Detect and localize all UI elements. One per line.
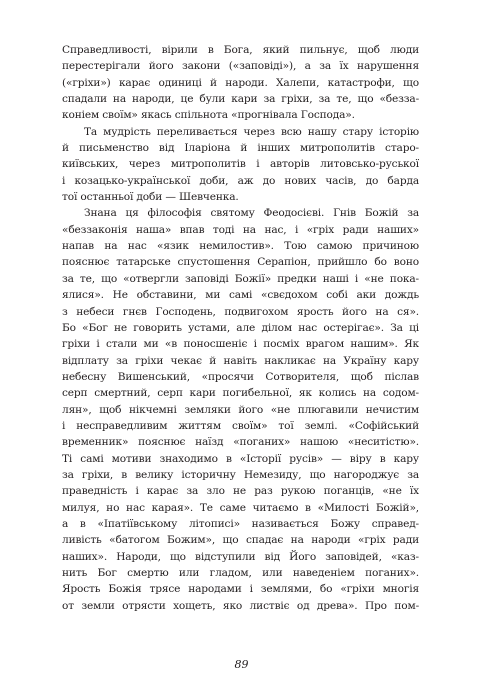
text-line: ливість «батогом Божим», що спадає на народи «гріх ради	[62, 534, 419, 547]
text-line: серп смертний, серп кари погибельної, як колись на содом-	[62, 387, 419, 400]
text-line: от земли отрясти хощеть, яко листвіє од древа». Про пом-	[62, 599, 419, 612]
text-line: («гріхи») карає одиниці й народи. Халепи, катастрофи, що	[62, 76, 419, 89]
text-line: й письменство від Іларіона й інших митрополитів старо-	[62, 142, 419, 155]
text-line: Ті самі мотиви знаходимо в «Історії русів» — віру в кару	[62, 452, 419, 465]
text-line: наших». Народи, що відступили від Його заповідей, «каз-	[62, 550, 419, 563]
text-line: а в «Іпатіївському літописі» називається Божу справед-	[62, 517, 419, 530]
text-line: напав на нас «язик немилостив». Тою самою причиною	[62, 240, 419, 253]
paragraph	[62, 42, 419, 124]
text-line: перестерігали його закони («заповіді»), а за їх нарушення	[62, 60, 419, 73]
text-line: з небеси гнєв Господень, подвигохом ярость його на ся».	[62, 305, 419, 318]
text-line: коніем своїм» якась спільнота «прогнівала Господа».	[62, 109, 355, 122]
text-line: праведність і карає за зло не раз рукою поганців, «не їх	[62, 485, 419, 498]
text-line: спадали на народи, це були кари за гріхи, за те, що «безза-	[62, 93, 419, 106]
text-line: «беззаконія наша» впав тоді на нас, і «гріх ради наших»	[62, 223, 419, 236]
paragraph	[62, 205, 419, 614]
paragraph	[62, 124, 419, 206]
text-line: лян», щоб нікчемні земляки його «не плюгавили нечистим	[62, 403, 419, 416]
text-line: временник» пояснює наїзд «поганих» нашою «неситістю».	[62, 436, 419, 449]
text-line: милуя, но нас карая». Те саме читаємо в «Милості Божій»,	[62, 501, 419, 514]
text-line: за гріхи, в велику історичну Немезиду, що нагороджує за	[62, 468, 419, 481]
text-line: Бо «Бог не говорить устами, але ділом нас остерігає». За ці	[62, 321, 419, 334]
body-text	[62, 42, 419, 614]
text-line: ялися». Не обставини, ми самі «свєдохом собі аки дождь	[62, 289, 419, 302]
text-line: київських, через митрополитів і авторів литовсько-руської	[62, 158, 419, 171]
text-line: нить Бог смертю или гладом, или наведеніем поганих».	[62, 567, 419, 579]
text-line: Знана ця філософія святому Феодосієві. Гнів Божій за	[84, 207, 419, 220]
text-line: Ярость Божія трясе народами і землями, бо «гріхи многія	[62, 583, 419, 596]
text-line: і несправедливим життям своїм» тої землі. «Софійський	[62, 419, 419, 432]
text-line: відплату за гріхи чекає й навіть накликає на Україну кару	[62, 354, 419, 367]
text-line: небесну Вишенський, «просячи Сотворителя, щоб післав	[62, 370, 419, 383]
text-line: Справедливості, вірили в Бога, який пильнує, щоб люди	[62, 44, 419, 56]
text-line: і козацько-української доби, аж до нових часів, до барда	[62, 174, 419, 187]
text-line: пояснює татарське спустошення Серапіон, прийшло бо воно	[62, 256, 419, 269]
text-line: за те, що «отвергли заповіді Божії» предки наші і «не пока-	[62, 272, 419, 285]
page-number: 89	[234, 658, 249, 671]
text-line: Та мудрість переливається через всю нашу стару історію	[84, 125, 419, 138]
text-line: тої останньої доби — Шевченка.	[62, 191, 239, 204]
text-line: гріхи і стали ми «в поноcшеніє і посміх врагом нашим». Як	[62, 338, 419, 351]
